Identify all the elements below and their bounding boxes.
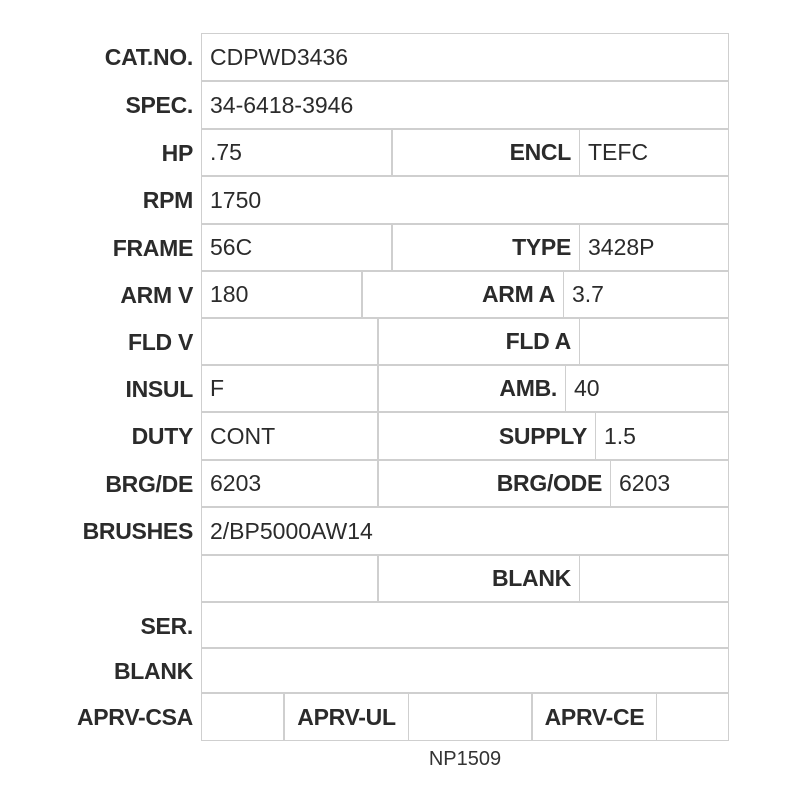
- row-aprv: [0, 693, 800, 741]
- label-blank-right: BLANK: [378, 555, 579, 602]
- value-aprv-ce: [656, 693, 729, 741]
- value-frame: 56C: [201, 224, 392, 271]
- value-spec: 34-6418-3946: [201, 81, 729, 129]
- row-blank-split: [0, 555, 800, 602]
- value-fld-v: [201, 318, 378, 365]
- label-duty: DUTY: [131, 423, 193, 449]
- label-frame: FRAME: [112, 235, 193, 261]
- label-insul: INSUL: [125, 376, 193, 402]
- row-frame: [0, 224, 800, 271]
- value-cat-no: CDPWD3436: [201, 33, 729, 81]
- row-fld: [0, 318, 800, 365]
- value-encl: TEFC: [579, 129, 729, 176]
- row-rpm: [0, 176, 800, 224]
- value-duty: CONT: [201, 412, 378, 460]
- label-fld-a: FLD A: [378, 318, 579, 365]
- label-fld-v: FLD V: [128, 329, 193, 355]
- label-rpm: RPM: [142, 187, 193, 213]
- row-arm: [0, 271, 800, 318]
- row-brg: [0, 460, 800, 507]
- label-type: TYPE: [392, 224, 579, 271]
- value-arm-a: 3.7: [563, 271, 729, 318]
- value-insul: F: [201, 365, 378, 412]
- value-brg-de: 6203: [201, 460, 378, 507]
- value-blank-right: [579, 555, 729, 602]
- value-hp: .75: [201, 129, 392, 176]
- label-brushes: BRUSHES: [82, 518, 193, 544]
- label-spec: SPEC.: [125, 92, 193, 118]
- row-insul: [0, 365, 800, 412]
- row-ser: [0, 602, 800, 648]
- value-arm-v: 180: [201, 271, 362, 318]
- value-aprv-csa: [201, 693, 284, 741]
- value-fld-a: [579, 318, 729, 365]
- label-brg-de: BRG/DE: [105, 471, 193, 497]
- row-cat-no: [0, 33, 800, 81]
- value-supply: 1.5: [595, 412, 729, 460]
- row-hp: [0, 129, 800, 176]
- row-duty: [0, 412, 800, 460]
- value-type: 3428P: [579, 224, 729, 271]
- value-aprv-ul: [408, 693, 532, 741]
- label-aprv-ce: APRV-CE: [532, 693, 656, 741]
- label-arm-v: ARM V: [120, 282, 193, 308]
- value-rpm: 1750: [201, 176, 729, 224]
- label-aprv-csa: APRV-CSA: [76, 704, 193, 730]
- label-supply: SUPPLY: [378, 412, 595, 460]
- value-ser: [201, 602, 729, 648]
- label-amb: AMB.: [378, 365, 565, 412]
- row-brushes: [0, 507, 800, 555]
- part-number-footer: NP1509: [428, 748, 502, 770]
- label-ser: SER.: [140, 613, 193, 639]
- label-brg-ode: BRG/ODE: [378, 460, 610, 507]
- value-amb: 40: [565, 365, 729, 412]
- label-cat-no: CAT.NO.: [104, 44, 193, 70]
- row-spec: [0, 81, 800, 129]
- label-blank: BLANK: [114, 658, 193, 684]
- value-blank: [201, 648, 729, 693]
- label-hp: HP: [161, 140, 193, 166]
- label-aprv-ul: APRV-UL: [284, 693, 408, 741]
- value-brg-ode: 6203: [610, 460, 729, 507]
- label-arm-a: ARM A: [362, 271, 563, 318]
- value-blank-left: [201, 555, 378, 602]
- value-brushes: 2/BP5000AW14: [201, 507, 729, 555]
- row-blank: [0, 648, 800, 693]
- label-encl: ENCL: [392, 129, 579, 176]
